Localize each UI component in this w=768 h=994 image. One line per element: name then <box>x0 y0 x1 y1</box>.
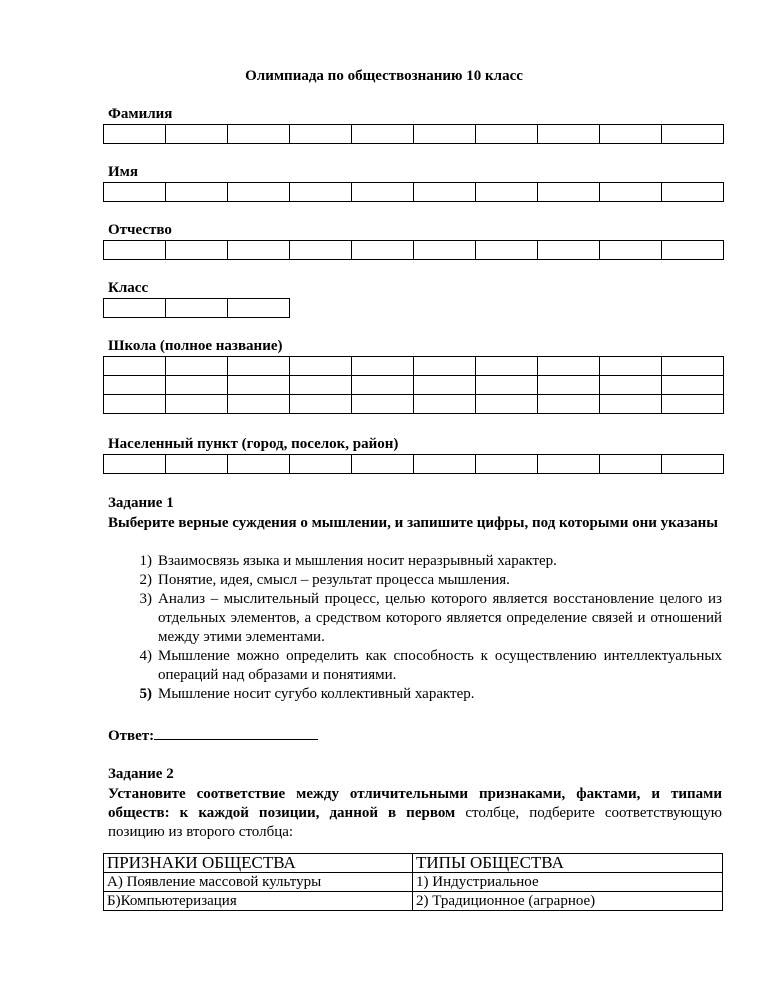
class-grid[interactable] <box>103 298 290 318</box>
task1-answer <box>108 725 318 745</box>
list-item <box>108 685 722 704</box>
item-number: 5) <box>139 686 152 702</box>
table-row <box>104 892 723 911</box>
list-item <box>108 552 722 571</box>
patronymic-label: Отчество <box>108 222 172 238</box>
task2-matching-table <box>103 853 723 911</box>
school-grid[interactable] <box>103 356 724 414</box>
item-number: 4) <box>139 648 152 664</box>
column-header: ПРИЗНАКИ ОБЩЕСТВА <box>104 854 413 873</box>
school-label: Школа (полное название) <box>108 338 283 354</box>
class-label: Класс <box>108 280 149 296</box>
locality-label: Населенный пункт (город, поселок, район) <box>108 436 399 452</box>
table-row <box>104 873 723 892</box>
list-item <box>108 571 722 590</box>
surname-label: Фамилия <box>108 106 173 122</box>
column-header: ТИПЫ ОБЩЕСТВА <box>413 854 723 873</box>
name-label: Имя <box>108 164 138 180</box>
item-text: Мышление носит сугубо коллективный характер. <box>158 686 475 702</box>
patronymic-grid[interactable] <box>103 240 724 260</box>
list-item <box>108 590 722 647</box>
table-cell: 2) Традиционное (аграрное) <box>413 892 723 911</box>
item-number: 3) <box>139 591 152 607</box>
list-item <box>108 647 722 685</box>
answer-label: Ответ: <box>108 728 155 744</box>
task2-instruction-bold: Установите соответствие между отличительными признаками, фактами, и типами обществ: к каждой позиции, данной в первом <box>108 786 722 821</box>
table-cell: 1) Индустриальное <box>413 873 723 892</box>
task1-instruction: Выберите верные суждения о мышлении, и запишите цифры, под которыми они указаны <box>108 515 718 531</box>
item-text: Анализ – мыслительный процесс, целью которого является восстановление целого из отдельных элементов, а средством которого является определение связей и отношений между этими элементами. <box>158 591 722 645</box>
task2-heading: Задание 2 <box>108 766 174 782</box>
surname-grid[interactable] <box>103 124 724 144</box>
item-number: 2) <box>139 572 152 588</box>
task2-instruction <box>108 785 722 842</box>
table-header-row <box>104 854 723 873</box>
name-grid[interactable] <box>103 182 724 202</box>
item-number: 1) <box>139 553 152 569</box>
locality-grid[interactable] <box>103 454 724 474</box>
table-cell: А) Появление массовой культуры <box>104 873 413 892</box>
answer-line[interactable] <box>154 725 318 740</box>
task1-options-list <box>108 552 722 704</box>
table-cell: Б)Компьютеризация <box>104 892 413 911</box>
task1-heading: Задание 1 <box>108 495 174 511</box>
item-text: Взаимосвязь языка и мышления носит неразрывный характер. <box>158 553 557 569</box>
item-text: Понятие, идея, смысл – результат процесса мышления. <box>158 572 510 588</box>
page-title: Олимпиада по обществознанию 10 класс <box>245 68 523 84</box>
item-text: Мышление можно определить как способность к осуществлению интеллектуальных операций над образами и понятиями. <box>158 648 722 683</box>
task2-instruction-normal: столбце, подберите соответствующую позицию из второго столбца: <box>108 805 722 840</box>
